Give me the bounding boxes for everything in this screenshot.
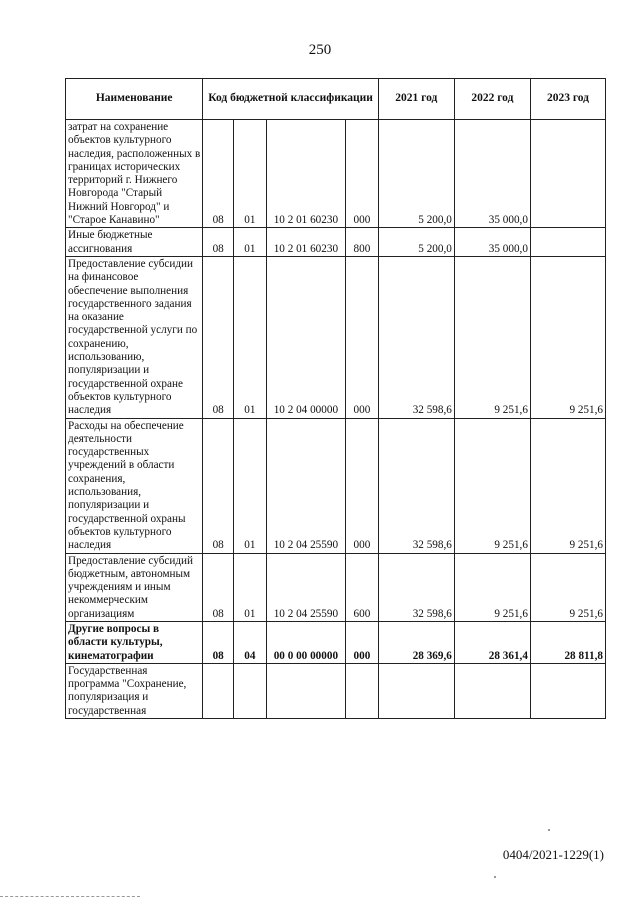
cell-code-section: 08 xyxy=(203,418,234,553)
cell-code-expense-type: 600 xyxy=(346,553,379,621)
cell-code-expense-type: 000 xyxy=(346,120,379,228)
cell-code-subsection: 01 xyxy=(234,120,267,228)
cell-name: Расходы на обеспечение деятельности государственных учреждений в области сохранения, использования, популяризации и государственной охраны объектов культурного наследия xyxy=(66,418,203,553)
cell-code-target: 10 2 04 25590 xyxy=(266,418,345,553)
cell-code-expense-type: 800 xyxy=(346,228,379,257)
cell-2022 xyxy=(454,663,530,718)
cell-name: затрат на сохранение объектов культурного наследия, расположенных в границах исторических территорий г. Нижнего Новгорода "Старый Нижний Новгород" и "Старое Канавино" xyxy=(66,120,203,228)
cell-2022: 9 251,6 xyxy=(454,418,530,553)
table-body xyxy=(66,120,606,719)
cell-2021: 28 369,6 xyxy=(378,621,454,663)
cell-name: Другие вопросы в области культуры, кинематографии xyxy=(66,621,203,663)
cell-code-section: 08 xyxy=(203,256,234,418)
cell-2021: 32 598,6 xyxy=(378,418,454,553)
cell-2022: 9 251,6 xyxy=(454,553,530,621)
cell-2023: 28 811,8 xyxy=(530,621,605,663)
cell-code-subsection: 01 xyxy=(234,418,267,553)
header-budget-code: Код бюджетной классификации xyxy=(203,79,378,120)
cell-2022: 9 251,6 xyxy=(454,256,530,418)
cell-2021: 5 200,0 xyxy=(378,228,454,257)
cell-name: Предоставление субсидий бюджетным, автономным учреждениям и иным некоммерческим организациям xyxy=(66,553,203,621)
cell-code-subsection xyxy=(234,663,267,718)
cell-2023 xyxy=(530,228,605,257)
cell-2021: 5 200,0 xyxy=(378,120,454,228)
cell-2023 xyxy=(530,120,605,228)
table-row xyxy=(66,418,606,553)
cell-2021: 32 598,6 xyxy=(378,256,454,418)
cell-code-section: 08 xyxy=(203,228,234,257)
budget-table xyxy=(65,78,606,719)
header-2023: 2023 год xyxy=(530,79,605,120)
cell-code-target: 10 2 04 25590 xyxy=(266,553,345,621)
header-2021: 2021 год xyxy=(378,79,454,120)
cell-code-subsection: 01 xyxy=(234,553,267,621)
cell-code-target xyxy=(266,663,345,718)
cell-code-subsection: 04 xyxy=(234,621,267,663)
cell-2022: 35 000,0 xyxy=(454,228,530,257)
table-header-row xyxy=(66,79,606,120)
table-row xyxy=(66,621,606,663)
table-row xyxy=(66,228,606,257)
cell-code-expense-type xyxy=(346,663,379,718)
cell-2022: 35 000,0 xyxy=(454,120,530,228)
table-row xyxy=(66,663,606,718)
scan-artifact-dot xyxy=(548,829,550,831)
header-2022: 2022 год xyxy=(454,79,530,120)
cell-2023 xyxy=(530,663,605,718)
cell-code-section xyxy=(203,663,234,718)
cell-code-subsection: 01 xyxy=(234,228,267,257)
header-name: Наименование xyxy=(66,79,203,120)
cell-code-target: 10 2 01 60230 xyxy=(266,120,345,228)
table-row xyxy=(66,256,606,418)
cell-code-expense-type: 000 xyxy=(346,621,379,663)
table-row xyxy=(66,553,606,621)
document-code: 0404/2021-1229(1) xyxy=(502,847,604,862)
table-row xyxy=(66,120,606,228)
cell-name: Иные бюджетные ассигнования xyxy=(66,228,203,257)
cell-code-subsection: 01 xyxy=(234,256,267,418)
cell-code-expense-type: 000 xyxy=(346,418,379,553)
cell-code-target: 10 2 01 60230 xyxy=(266,228,345,257)
cell-code-section: 08 xyxy=(203,553,234,621)
cell-code-section: 08 xyxy=(203,621,234,663)
cell-code-target: 00 0 00 00000 xyxy=(266,621,345,663)
scan-artifact-line xyxy=(0,896,140,900)
cell-2023: 9 251,6 xyxy=(530,256,605,418)
cell-2021: 32 598,6 xyxy=(378,553,454,621)
cell-2023: 9 251,6 xyxy=(530,418,605,553)
cell-2023: 9 251,6 xyxy=(530,553,605,621)
cell-name: Государственная программа "Сохранение, популяризация и государственная xyxy=(66,663,203,718)
cell-code-section: 08 xyxy=(203,120,234,228)
page-number: 250 xyxy=(308,42,332,58)
cell-2021 xyxy=(378,663,454,718)
cell-name: Предоставление субсидии на финансовое обеспечение выполнения государственного задания на оказание государственной услуги по сохранению, использованию, популяризации и государственной охране объектов культурного наследия xyxy=(66,256,203,418)
cell-2022: 28 361,4 xyxy=(454,621,530,663)
cell-code-target: 10 2 04 00000 xyxy=(266,256,345,418)
cell-code-expense-type: 000 xyxy=(346,256,379,418)
scan-artifact-dot xyxy=(494,876,496,878)
